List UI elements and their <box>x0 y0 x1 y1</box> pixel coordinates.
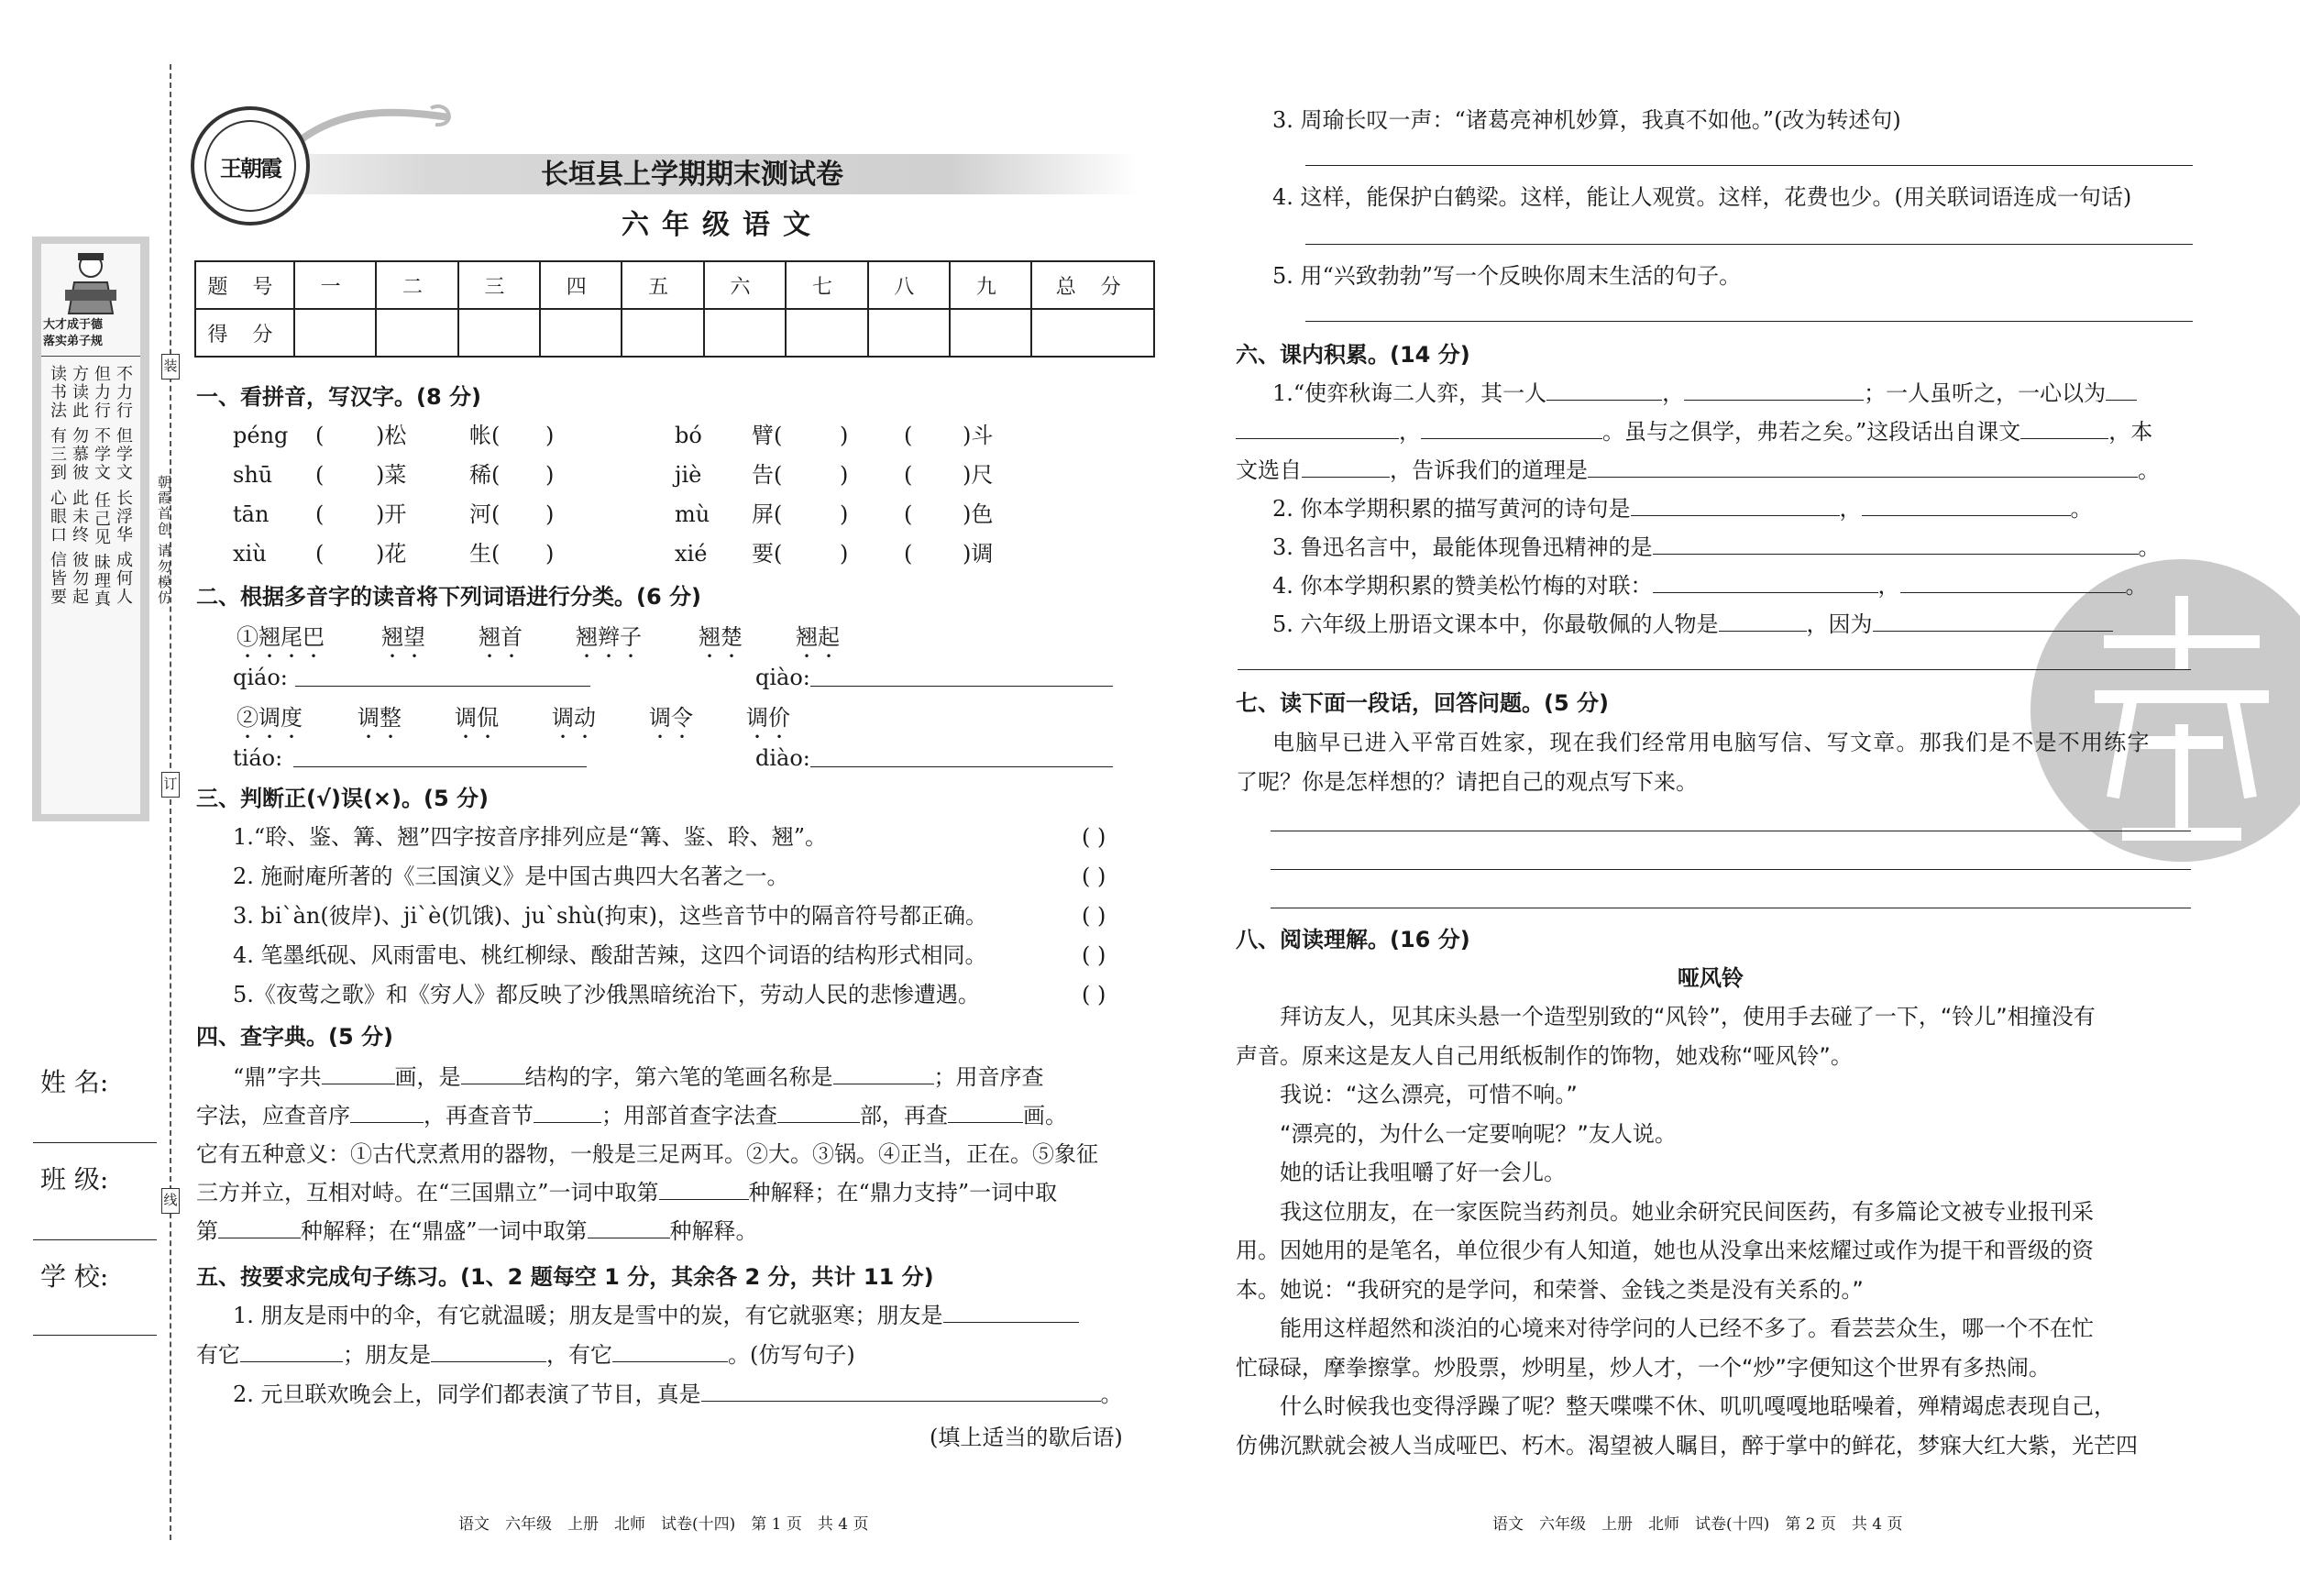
pinyin-item-w2c: ( <box>904 462 913 488</box>
pinyin-item-w1c: ) <box>545 423 555 448</box>
pinyin-item-w2d: )调 <box>963 541 994 567</box>
pinyin-item-w1c: ) <box>545 462 555 488</box>
publisher-logo <box>191 106 310 226</box>
pinyin-item-py1: shū <box>233 462 273 488</box>
pinyin-item-py1: tān <box>233 501 270 527</box>
s7-p2: 了呢？你是怎样想的？请把自己的观点写下来。 <box>1236 769 1698 795</box>
pinyin-item-w2c: ( <box>904 423 913 448</box>
article-line: 拜访友人，见其床头悬一个造型别致的“风铃”，使用手去碰了一下，“铃儿”相撞没有 <box>1280 1004 2096 1029</box>
pinyin-item-py2: bó <box>675 423 702 448</box>
article-line: 用。因她用的是笔名，单位很少有人知道，她也从没拿出来炫耀过或作为提干和晋级的资 <box>1236 1238 2094 1263</box>
s6-q3: 3. 鲁迅名言中，最能体现鲁迅精神的是 。 <box>1272 534 2161 560</box>
s6-q1c: 文选自 ，告诉我们的道理是 。 <box>1236 457 2160 483</box>
s4-line4: 三方并立，互相对峙。在“三国鼎立”一词中取第 种解释；在“鼎力支持”一词中取 <box>196 1180 1058 1205</box>
pinyin-item-w1c: ) <box>545 541 555 567</box>
s7-p1: 电脑早已进入平常百姓家，现在我们经常用电脑写信、写文章。那我们是不是不用练字 <box>1272 730 2151 755</box>
pinyin-item-w2d: )尺 <box>963 462 994 488</box>
verse-3: 任己见 昧理真 <box>92 491 111 609</box>
cut-mark-ding: 订 <box>161 772 180 798</box>
footer-left: 语文 六年级 上册 北师 试卷(十四) 第 1 页 共 4 页 <box>458 1515 869 1534</box>
cut-mark-xian: 线 <box>161 1188 180 1214</box>
name-label: 姓 名: <box>40 1067 109 1097</box>
s8-title: 八、阅读理解。(16 分) <box>1236 927 1470 952</box>
s2-g1-w4: 翘辫子 <box>576 624 642 650</box>
footer-right: 语文 六年级 上册 北师 试卷(十四) 第 2 页 共 4 页 <box>1492 1515 1903 1534</box>
pinyin-item-w1b: 稀( <box>469 462 501 488</box>
article-line: 能用这样超然和淡泊的心境来对待学问的人已经不多了。看芸芸众生，哪一个不在忙 <box>1280 1315 2094 1341</box>
pinyin-item-w2c: ( <box>904 541 913 567</box>
pinyin-item-w1: )松 <box>376 423 407 448</box>
article-line: “漂亮的，为什么一定要响呢？”友人说。 <box>1280 1120 1677 1147</box>
s2-tiao-answer[interactable] <box>293 766 587 767</box>
side-panel <box>32 237 149 821</box>
motto-2: 落实弟子规 <box>43 335 104 348</box>
s6-q1b: ， 。虽与之俱学，弗若之矣。”这段话出自课文 ，本 <box>1236 418 2152 446</box>
judge-answer-box[interactable]: ( ) <box>1082 824 1106 850</box>
s5-q3: 3. 周瑜长叹一声：“诸葛亮神机妙算，我真不如他。”(改为转述句) <box>1272 107 1901 133</box>
motto-1: 大才成于德 <box>43 318 104 332</box>
article-line: 什么时候我也变得浮躁了呢？整天喋喋不休、叽叽嘎嘎地聒噪着，殚精竭虑表现自己， <box>1280 1393 2116 1419</box>
s5-q4: 4. 这样，能保护白鹤梁。这样，能让人观赏。这样，花费也少。(用关联词语连成一句话) <box>1272 184 2132 210</box>
score-header: 八 <box>868 261 950 309</box>
s2-g1-w3: 翘首 <box>479 624 523 650</box>
score-cell[interactable] <box>786 309 867 357</box>
score-header: 四 <box>540 261 622 309</box>
s2-qiao1-answer[interactable] <box>295 686 590 687</box>
s2-g1-w1: ①翘尾巴 <box>237 624 325 650</box>
s5-q2: 2. 元旦联欢晚会上，同学们都表演了节目，真是 。 <box>233 1381 1123 1407</box>
s5-q3-answer[interactable] <box>1305 165 2193 166</box>
pinyin-item-w2d: )色 <box>963 501 994 527</box>
pinyin-item-py1: xiù <box>233 541 267 567</box>
pinyin-item-open: ( <box>315 501 325 527</box>
pinyin-item-py1: péng <box>233 423 289 448</box>
s2-qiao1-label: qiáo: <box>233 665 288 690</box>
page-title: 长垣县上学期期末测试卷 <box>541 159 843 191</box>
pinyin-item-w2: 告( <box>752 462 783 488</box>
judge-item: 5.《夜莺之歌》和《穷人》都反映了沙俄黑暗统治下，劳动人民的悲惨遭遇。 <box>233 982 980 1007</box>
pinyin-item-w2b: ) <box>840 423 849 448</box>
article-line: 忙碌碌，摩拳擦掌。炒股票，炒明星，炒人才，一个“炒”字便知这个世界有多热闹。 <box>1236 1354 2051 1381</box>
s5-q5-answer[interactable] <box>1305 321 2193 322</box>
pinyin-item-w2: 要( <box>752 541 783 567</box>
s2-qiao4-answer[interactable] <box>810 686 1113 687</box>
pinyin-item-py2: jiè <box>675 462 702 488</box>
s2-g1-w6: 翘起 <box>796 624 840 650</box>
judge-item: 1.“聆、鉴、篝、翘”四字按音序排列应是“篝、鉴、聆、翘”。 <box>233 824 827 850</box>
score-cell[interactable] <box>540 309 622 357</box>
class-field[interactable] <box>33 1239 157 1240</box>
pinyin-item-w1c: ) <box>545 501 555 527</box>
pinyin-item-w1b: 河( <box>469 501 501 527</box>
s2-diao-answer[interactable] <box>810 766 1113 767</box>
school-field[interactable] <box>33 1335 157 1336</box>
score-header: 五 <box>622 261 703 309</box>
pinyin-item-py2: xié <box>675 541 708 567</box>
score-header: 题 号 <box>195 261 294 309</box>
judge-answer-box[interactable]: ( ) <box>1082 864 1106 889</box>
s7-title: 七、读下面一段话，回答问题。(5 分) <box>1236 690 1609 716</box>
score-cell[interactable] <box>294 309 376 357</box>
article-line: 我这位朋友，在一家医院当药剂员。她业余研究民间医药，有多篇论文被专业报刊采 <box>1280 1198 2094 1225</box>
score-header: 三 <box>458 261 540 309</box>
verse-2: 但力行 不学文 <box>92 365 111 482</box>
score-header: 九 <box>950 261 1031 309</box>
score-cell[interactable] <box>950 309 1031 357</box>
judge-answer-box[interactable]: ( ) <box>1082 942 1106 968</box>
pinyin-item-w1: )开 <box>376 501 407 527</box>
s6-q1a: 1.“使弈秋诲二人弈，其一人 ， ；一人虽听之，一心以为 <box>1272 380 2137 407</box>
page-subtitle: 六年级语文 <box>622 209 823 241</box>
article-line: 我说：“这么漂亮，可惜不响。” <box>1280 1082 1578 1107</box>
s2-g2-w4: 调动 <box>552 705 596 731</box>
pinyin-item-w1b: 帐( <box>469 423 501 448</box>
s4-line5: 第 种解释；在“鼎盛”一词中取第 种解释。 <box>196 1218 758 1244</box>
s6-q4: 4. 你本学期积累的赞美松竹梅的对联： ， 。 <box>1272 573 2148 599</box>
s2-g2-w5: 调令 <box>649 705 693 731</box>
pinyin-item-open: ( <box>315 541 325 567</box>
s2-title: 二、根据多音字的读音将下列词语进行分类。(6 分) <box>196 584 701 610</box>
s6-q5-answer[interactable] <box>1238 669 2191 670</box>
judge-item: 2. 施耐庵所著的《三国演义》是中国古典四大名著之一。 <box>233 864 789 889</box>
pinyin-item-open: ( <box>315 423 325 448</box>
pinyin-item-w2: 臂( <box>752 423 783 448</box>
s4-line2: 字法，应查音序 ，再查音节 ；用部首查字法查 部，再查 画。 <box>196 1103 1067 1128</box>
s4-line1: “鼎”字共 画，是 结构的字，第六笔的笔画名称是 ；用音序查 <box>233 1064 1044 1090</box>
s2-g2-w2: 调整 <box>358 705 402 731</box>
score-table <box>194 260 1155 358</box>
s5-q1a: 1. 朋友是雨中的伞，有它就温暖；朋友是雪中的炭，有它就驱寒；朋友是 <box>233 1302 1079 1329</box>
score-cell[interactable] <box>704 309 786 357</box>
s2-qiao4-label: qiào: <box>755 665 810 690</box>
verse-1: 不力行 但学文 长浮华 成何人 <box>114 365 133 607</box>
score-cell[interactable] <box>868 309 950 357</box>
s6-title: 六、课内积累。(14 分) <box>1236 342 1470 368</box>
judge-answer-box[interactable]: ( ) <box>1082 903 1106 929</box>
score-header: 二 <box>376 261 457 309</box>
s1-title: 一、看拼音，写汉字。(8 分) <box>196 384 481 410</box>
score-row-label: 得 分 <box>195 309 294 357</box>
s4-line3: 它有五种意义：①古代烹煮用的器物，一般是三足两耳。②大。③锅。④正当，正在。⑤象征 <box>196 1141 1098 1167</box>
pinyin-item-w2b: ) <box>840 501 849 527</box>
s5-q1b: 有它 ；朋友是 ，有它 。(仿写句子) <box>196 1342 855 1368</box>
score-cell[interactable] <box>458 309 540 357</box>
s5-q5: 5. 用“兴致勃勃”写一个反映你周末生活的句子。 <box>1272 263 1742 289</box>
cut-line <box>170 64 171 1540</box>
score-cell[interactable] <box>376 309 457 357</box>
pinyin-item-w2b: ) <box>840 541 849 567</box>
score-header: 一 <box>294 261 376 309</box>
pinyin-item-w2: 屏( <box>752 501 783 527</box>
article-line: 声音。原来这是友人自己用纸板制作的饰物，她戏称“哑风铃”。 <box>1236 1042 1853 1069</box>
s2-g2-w6: 调价 <box>746 705 790 731</box>
cut-mark-zhuang: 装 <box>161 354 180 380</box>
notice: 朝霞首创 请勿模仿 <box>156 475 172 606</box>
s2-g1-w2: 翘望 <box>381 624 425 650</box>
s2-g2-w3: 调侃 <box>455 705 499 731</box>
article-title: 哑风铃 <box>1678 965 1744 991</box>
name-field[interactable] <box>33 1142 157 1143</box>
school-label: 学 校: <box>40 1261 109 1292</box>
s5-title: 五、按要求完成句子练习。(1、2 题每空 1 分，其余各 2 分，共计 11 分) <box>196 1264 934 1290</box>
pinyin-item-py2: mù <box>675 501 710 527</box>
judge-answer-box[interactable]: ( ) <box>1082 982 1106 1007</box>
s5-q4-answer[interactable] <box>1305 244 2193 245</box>
score-header: 总 分 <box>1031 261 1154 309</box>
article-line: 仿佛沉默就会被人当成哑巴、朽木。渴望被人瞩目，醉于掌中的鲜花，梦寐大红大紫，光芒四 <box>1236 1432 2138 1458</box>
s7-answer-line[interactable] <box>1271 869 2191 870</box>
logo-text: 王朝霞 <box>220 154 281 182</box>
pinyin-item-w2b: ) <box>840 462 849 488</box>
s4-title: 四、查字典。(5 分) <box>196 1024 393 1050</box>
article-line: 本。她说：“我研究的是学问，和荣誉、金钱之类是没有关系的。” <box>1236 1276 1864 1303</box>
scholar-icon <box>61 249 120 315</box>
s3-title: 三、判断正(√)误(×)。(5 分) <box>196 786 489 811</box>
article-line: 她的话让我咀嚼了好一会儿。 <box>1280 1160 1566 1185</box>
s2-tiao-label: tiáo: <box>233 745 283 771</box>
watermark-stamp <box>2030 559 2300 862</box>
judge-item: 4. 笔墨纸砚、风雨雷电、桃红柳绿、酸甜苦辣，这四个词语的结构形式相同。 <box>233 942 987 968</box>
score-cell[interactable] <box>622 309 703 357</box>
score-cell[interactable] <box>1031 309 1154 357</box>
pinyin-item-w1b: 生( <box>469 541 501 567</box>
judge-item: 3. bi`àn(彼岸)、ji`è(饥饿)、ju`shù(拘束)，这些音节中的隔音符号都正确。 <box>233 903 987 929</box>
score-header: 七 <box>786 261 867 309</box>
s6-q5: 5. 六年级上册语文课本中，你最敬佩的人物是 ，因为 <box>1272 611 2113 638</box>
pinyin-item-w2c: ( <box>904 501 913 527</box>
pinyin-item-w1: )菜 <box>376 462 407 488</box>
s5-q2-note: (填上适当的歇后语) <box>930 1425 1123 1450</box>
pinyin-item-open: ( <box>315 462 325 488</box>
verse-5: 读书法 有三到 心眼口 信皆要 <box>48 365 67 607</box>
verse-4: 方读此 勿慕彼 此未终 彼勿起 <box>70 365 89 607</box>
pinyin-item-w2d: )斗 <box>963 423 994 448</box>
score-header: 六 <box>704 261 786 309</box>
s2-diao-label: diào: <box>755 745 810 771</box>
s2-g2-w1: ②调度 <box>237 705 303 731</box>
class-label: 班 级: <box>40 1164 109 1194</box>
pinyin-item-w1: )花 <box>376 541 407 567</box>
s2-g1-w5: 翘楚 <box>699 624 743 650</box>
s6-q2: 2. 你本学期积累的描写黄河的诗句是 ， 。 <box>1272 496 2093 522</box>
